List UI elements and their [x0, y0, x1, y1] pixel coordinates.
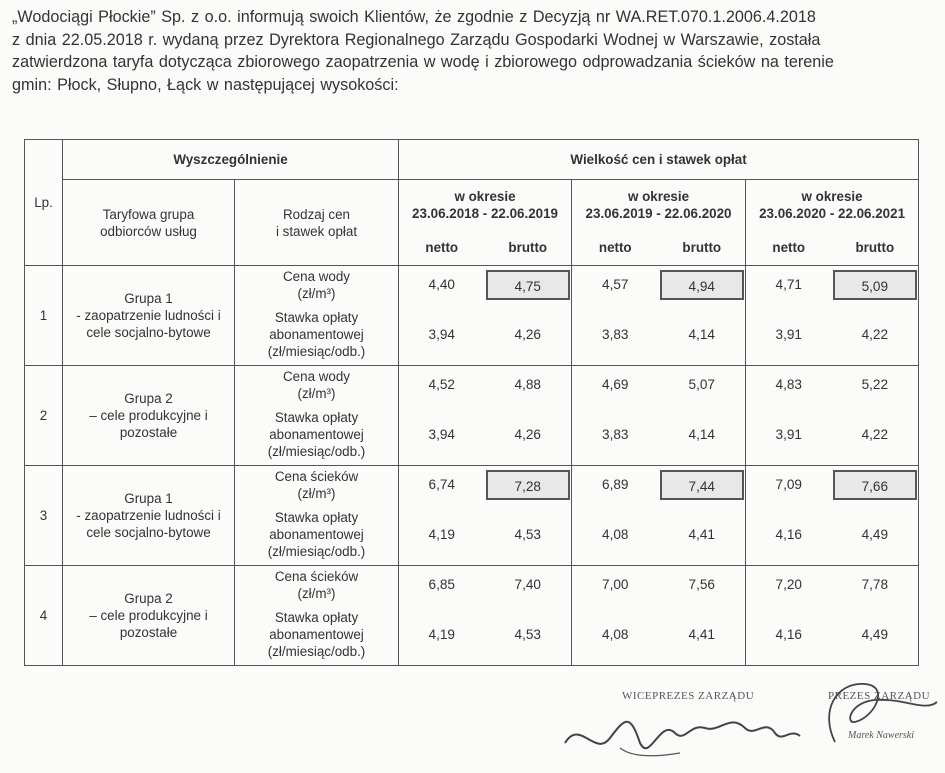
header-kind-line: Rodzaj cen [283, 206, 350, 222]
price-name [235, 366, 399, 404]
header-group [63, 180, 235, 266]
value-netto: 4,16 [746, 504, 832, 566]
value-brutto: 4,53 [485, 604, 572, 666]
value-brutto: 5,22 [832, 366, 919, 404]
value-brutto-cell [659, 466, 746, 504]
vice-president-signature [560, 698, 810, 768]
value-netto: 4,57 [572, 266, 659, 304]
group-line: cele socjalno-bytowe [86, 525, 211, 540]
header-spec: Wyszczególnienie [63, 140, 399, 180]
value-brutto-highlight: 5,09 [833, 270, 917, 300]
intro-line: z dnia 22.05.2018 r. wydaną przez Dyrektora Regionalnego Zarządu Gospodarki Wodnej w Warszawie, została [12, 30, 821, 49]
value-brutto: 4,22 [832, 304, 919, 366]
row-group [63, 366, 235, 466]
price-name-line: Cena ścieków [274, 568, 359, 584]
price-name-line: (zł/m³) [297, 385, 336, 401]
fee-name [235, 404, 399, 466]
header-kind-line: i stawek opłat [275, 223, 358, 239]
value-brutto-highlight: 7,28 [486, 470, 570, 500]
header-lp: Lp. [25, 140, 63, 266]
group-line: Grupa 1 [124, 491, 173, 506]
intro-line: zatwierdzona taryfa dotycząca zbiorowego zaopatrzenia w wodę i zbiorowego odprowadzania ścieków na terenie [12, 53, 834, 72]
intro-line: „Wodociągi Płockie” Sp. z o.o. informują swoich Klientów, że zgodnie z Decyzją nr WA.RET.070.1.2006.4.2018 [12, 8, 816, 26]
value-netto: 3,94 [399, 404, 485, 466]
value-brutto-cell [485, 266, 572, 304]
price-name-line: (zł/m³) [297, 585, 336, 601]
header-netto: netto [572, 230, 659, 266]
price-name [235, 566, 399, 604]
period-range: 23.06.2019 - 22.06.2020 [585, 205, 732, 221]
header-brutto: brutto [485, 230, 572, 266]
row-lp: 2 [25, 366, 63, 466]
price-name-line: Cena ścieków [274, 468, 359, 484]
fee-name-line: (zł/miesiąc/odb.) [267, 343, 366, 359]
value-netto: 3,91 [746, 304, 832, 366]
value-brutto: 4,26 [485, 404, 572, 466]
group-line: – cele produkcyjne i [89, 608, 208, 623]
value-brutto: 4,88 [485, 366, 572, 404]
row-group [63, 466, 235, 566]
header-prices: Wielkość cen i stawek opłat [399, 140, 919, 180]
group-line: pozostałe [119, 625, 178, 640]
value-brutto: 5,07 [659, 366, 746, 404]
period-range: 23.06.2018 - 22.06.2019 [412, 205, 558, 221]
value-brutto: 7,56 [659, 566, 746, 604]
value-netto: 4,08 [572, 604, 659, 666]
fee-name-line: (zł/miesiąc/odb.) [267, 643, 366, 659]
fee-name-line: abonamentowej [269, 626, 364, 642]
period-label: w okresie [801, 188, 863, 204]
fee-name [235, 304, 399, 366]
price-name-line: Cena wody [283, 368, 350, 384]
tariff-table [24, 139, 919, 666]
group-line: Grupa 2 [124, 391, 173, 406]
header-brutto: brutto [659, 230, 746, 266]
president-name: Marek Nawerski [848, 730, 915, 741]
group-line: Grupa 1 [124, 291, 173, 306]
header-period-2 [572, 180, 746, 230]
value-brutto-highlight: 4,75 [486, 270, 570, 300]
value-brutto-highlight: 4,94 [660, 270, 744, 300]
value-netto: 4,52 [399, 366, 485, 404]
fee-name-line: (zł/miesiąc/odb.) [267, 543, 366, 559]
row-lp: 3 [25, 466, 63, 566]
fee-name-line: Stawka opłaty [274, 409, 359, 425]
group-line: - zaopatrzenie ludności i [76, 508, 221, 523]
value-brutto: 4,49 [832, 604, 919, 666]
intro-text [12, 6, 934, 96]
value-brutto-highlight: 7,44 [660, 470, 744, 500]
value-brutto: 4,14 [659, 304, 746, 366]
value-brutto: 4,26 [485, 304, 572, 366]
value-netto: 4,40 [399, 266, 485, 304]
price-name [235, 266, 399, 304]
group-line: – cele produkcyjne i [89, 408, 208, 423]
period-label: w okresie [454, 188, 516, 204]
value-netto: 4,69 [572, 366, 659, 404]
value-netto: 4,08 [572, 504, 659, 566]
group-line: - zaopatrzenie ludności i [76, 308, 221, 323]
fee-name-line: (zł/miesiąc/odb.) [267, 443, 366, 459]
price-name-line: Cena wody [283, 268, 350, 284]
value-netto: 6,89 [572, 466, 659, 504]
value-brutto-cell [832, 466, 919, 504]
header-netto: netto [399, 230, 485, 266]
value-netto: 4,19 [399, 504, 485, 566]
row-lp: 4 [25, 566, 63, 666]
value-netto: 4,71 [746, 266, 832, 304]
value-brutto: 4,22 [832, 404, 919, 466]
group-line: pozostałe [119, 425, 178, 440]
value-netto: 6,85 [399, 566, 485, 604]
fee-name-line: abonamentowej [269, 426, 364, 442]
fee-name [235, 604, 399, 666]
value-netto: 3,91 [746, 404, 832, 466]
row-group [63, 266, 235, 366]
intro-line: gmin: Płock, Słupno, Łąck w następującej wysokości: [12, 75, 399, 94]
value-netto: 7,20 [746, 566, 832, 604]
president-signature [815, 672, 943, 762]
value-brutto: 7,40 [485, 566, 572, 604]
header-kind [235, 180, 399, 266]
header-group-line: Taryfowa grupa [102, 206, 195, 222]
fee-name-line: Stawka opłaty [274, 509, 359, 525]
header-period-3 [746, 180, 919, 230]
president-stamp: PREZES ZARZĄDU [828, 690, 931, 702]
group-line: cele socjalno-bytowe [86, 325, 211, 340]
value-brutto: 4,14 [659, 404, 746, 466]
price-name-line: (zł/m³) [297, 285, 336, 301]
value-brutto: 4,53 [485, 504, 572, 566]
value-brutto-highlight: 7,66 [833, 470, 917, 500]
value-brutto-cell [832, 266, 919, 304]
period-label: w okresie [627, 188, 690, 204]
value-brutto-cell [485, 466, 572, 504]
value-netto: 4,16 [746, 604, 832, 666]
value-netto: 7,09 [746, 466, 832, 504]
value-brutto-cell [659, 266, 746, 304]
fee-name-line: abonamentowej [269, 526, 364, 542]
fee-name-line: abonamentowej [269, 326, 364, 342]
value-brutto: 4,41 [659, 504, 746, 566]
value-netto: 3,94 [399, 304, 485, 366]
header-period-1 [399, 180, 572, 230]
value-netto: 4,19 [399, 604, 485, 666]
period-range: 23.06.2020 - 22.06.2021 [759, 205, 906, 221]
value-netto: 7,00 [572, 566, 659, 604]
value-netto: 4,83 [746, 366, 832, 404]
value-netto: 6,74 [399, 466, 485, 504]
value-brutto: 4,41 [659, 604, 746, 666]
fee-name-line: Stawka opłaty [274, 309, 359, 325]
group-line: Grupa 2 [124, 591, 173, 606]
vice-president-stamp: WICEPREZES ZARZĄDU [622, 690, 755, 702]
fee-name [235, 504, 399, 566]
value-netto: 3,83 [572, 304, 659, 366]
header-group-line: odbiorców usług [100, 223, 197, 239]
row-group [63, 566, 235, 666]
price-name [235, 466, 399, 504]
header-netto: netto [746, 230, 832, 266]
header-brutto: brutto [832, 230, 919, 266]
value-netto: 3,83 [572, 404, 659, 466]
price-name-line: (zł/m³) [297, 485, 336, 501]
row-lp: 1 [25, 266, 63, 366]
value-brutto: 4,49 [832, 504, 919, 566]
fee-name-line: Stawka opłaty [274, 609, 359, 625]
value-brutto: 7,78 [832, 566, 919, 604]
